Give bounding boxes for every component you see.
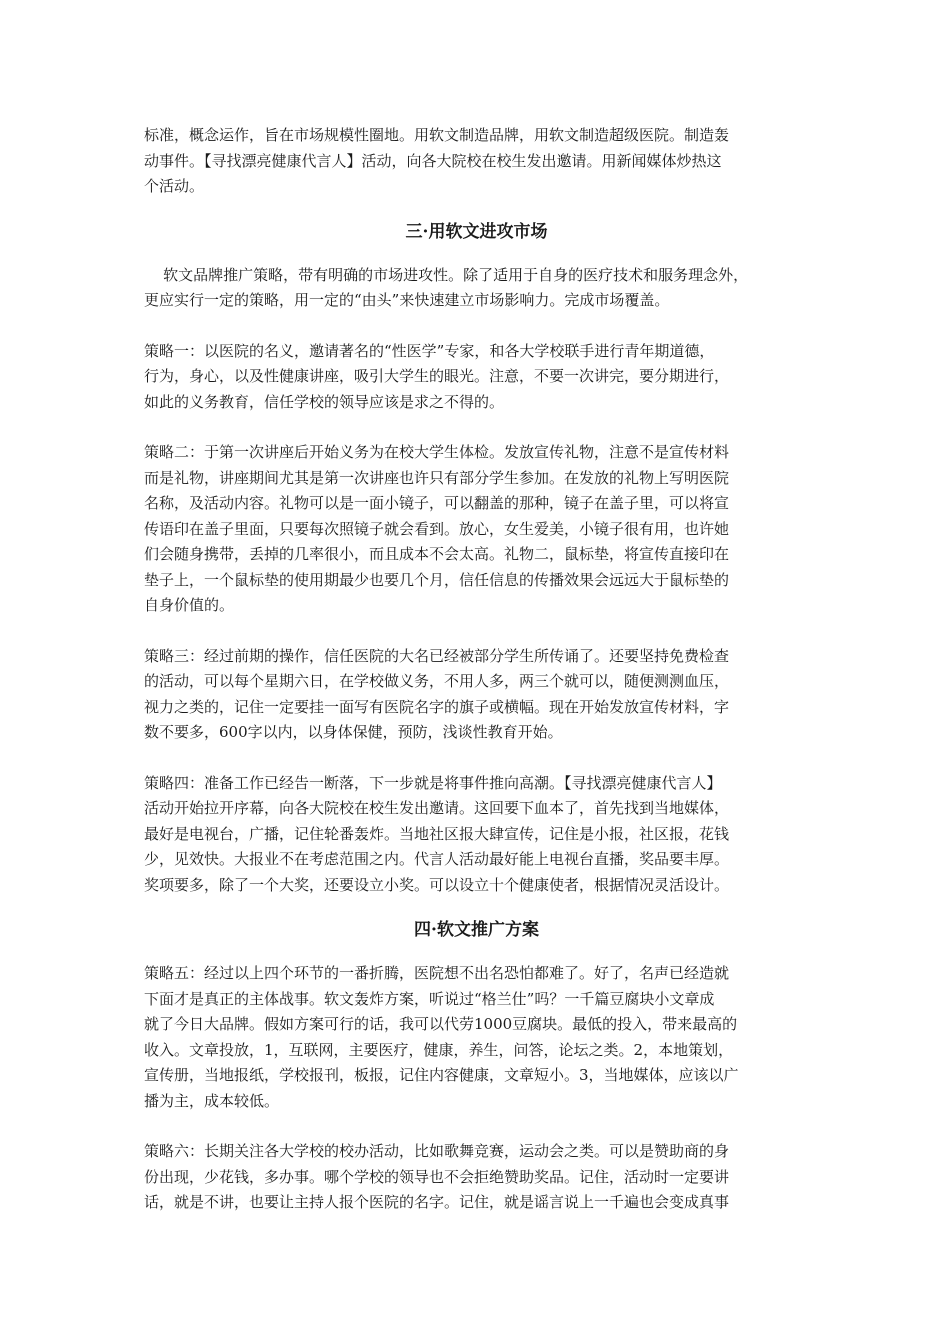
text-line: 们会随身携带，丢掉的几率很小，而且成本不会太高。礼物二，鼠标垫，将宣传直接印在 xyxy=(144,545,730,563)
strategy-1-paragraph xyxy=(144,339,809,416)
text-line: 动事件。【寻找漂亮健康代言人】活动，向各大院校在校生发出邀请。用新闻媒体炒热这 xyxy=(144,151,722,170)
text-line: 宣传册，当地报纸，学校报刊，板报，记住内容健康，文章短小。3，当地媒体，应该以广 xyxy=(144,1066,739,1084)
strategy-4-paragraph xyxy=(144,771,809,899)
text-line: 策略二：于第一次讲座后开始义务为在校大学生体检。发放宣传礼物，注意不是宣传材料 xyxy=(144,443,730,461)
text-line: 奖项要多，除了一个大奖，还要设立小奖。可以设立十个健康使者，根据情况灵活设计。 xyxy=(144,875,730,894)
document-body xyxy=(144,123,809,1216)
text-line: 行为，身心，以及性健康讲座，吸引大学生的眼光。注意，不要一次讲完，要分期进行， xyxy=(144,367,730,385)
text-line: 个活动。 xyxy=(144,177,205,195)
text-line: 策略四：准备工作已经告一断落，下一步就是将事件推向高潮。【寻找漂亮健康代言人】 xyxy=(144,773,722,792)
text-line: 传语印在盖子里面，只要每次照镜子就会看到。放心，女生爱美，小镜子很有用，也许她 xyxy=(144,519,730,538)
text-line: 数不要多，600字以内，以身体保健，预防，浅谈性教育开始。 xyxy=(144,723,563,741)
text-line: 少，见效快。大报业不在考虑范围之内。代言人活动最好能上电视台直播，奖品要丰厚。 xyxy=(144,850,730,868)
text-line: 策略三：经过前期的操作，信任医院的大名已经被部分学生所传诵了。还要坚持免费检查 xyxy=(144,646,730,665)
text-line: 最好是电视台，广播，记住轮番轰炸。当地社区报大肆宣传，记住是小报，社区报，花钱 xyxy=(144,824,730,843)
strategy-2-paragraph xyxy=(144,440,809,619)
text-line: 名称，及活动内容。礼物可以是一面小镜子，可以翻盖的那种，镜子在盖子里，可以将宣 xyxy=(144,494,730,512)
text-line: 软文品牌推广策略，带有明确的市场进攻性。除了适用于自身的医疗技术和服务理念外， xyxy=(144,265,749,284)
intro-paragraph xyxy=(144,123,809,200)
text-line: 标准，概念运作，旨在市场规模性圈地。用软文制造品牌，用软文制造超级医院。制造轰 xyxy=(144,126,730,144)
strategy-3-paragraph xyxy=(144,644,809,746)
text-line: 播为主，成本较低。 xyxy=(144,1091,280,1110)
text-line: 份出现，少花钱，多办事。哪个学校的领导也不会拒绝赞助奖品。记住，活动时一定要讲 xyxy=(144,1167,730,1186)
text-line: 活动开始拉开序幕，向各大院校在校生发出邀请。这回要下血本了，首先找到当地媒体， xyxy=(144,799,730,817)
text-line: 而是礼物，讲座期间尤其是第一次讲座也许只有部分学生参加。在发放的礼物上写明医院 xyxy=(144,468,730,487)
text-line: 策略一：以医院的名义，邀请著名的“性医学”专家，和各大学校联手进行青年期道德， xyxy=(144,341,715,360)
section3-paragraph xyxy=(144,263,809,314)
section-heading-3: 三·用软文进攻市场 xyxy=(405,221,548,242)
text-line: 话，就是不讲，也要让主持人报个医院的名字。记住，就是谣言说上一千遍也会变成真事 xyxy=(144,1193,730,1211)
text-line: 就了今日大品牌。假如方案可行的话，我可以代劳1000豆腐块。最低的投入，带来最高的 xyxy=(144,1015,738,1033)
text-line: 更应实行一定的策略，用一定的“由头”来快速建立市场影响力。完成市场覆盖。 xyxy=(144,291,670,309)
text-line: 垫子上，一个鼠标垫的使用期最少也要几个月，信任信息的传播效果会远远大于鼠标垫的 xyxy=(144,570,730,589)
strategy-5-paragraph xyxy=(144,961,809,1114)
section-heading-4: 四·软文推广方案 xyxy=(414,920,539,940)
text-line: 如此的义务教育，信任学校的领导应该是求之不得的。 xyxy=(144,392,505,411)
text-line: 策略六：长期关注各大学校的校办活动，比如歌舞竞赛，运动会之类。可以是赞助商的身 xyxy=(144,1142,730,1160)
text-line: 策略五：经过以上四个环节的一番折腾，医院想不出名恐怕都难了。好了，名声已经造就 xyxy=(144,964,730,982)
text-line: 自身价值的。 xyxy=(144,596,235,614)
text-line: 的活动，可以每个星期六日，在学校做义务，不用人多，两三个就可以，随便测测血压， xyxy=(144,672,730,690)
text-line: 下面才是真正的主体战事。软文轰炸方案，听说过“格兰仕”吗？一千篇豆腐块小文章成 xyxy=(144,989,715,1008)
text-line: 视力之类的，记住一定要挂一面写有医院名字的旗子或横幅。现在开始发放宣传材料，字 xyxy=(144,697,730,716)
text-line: 收入。文章投放，1，互联网，主要医疗，健康，养生，问答，论坛之类。2，本地策划， xyxy=(144,1040,734,1059)
strategy-6-paragraph xyxy=(144,1139,809,1216)
